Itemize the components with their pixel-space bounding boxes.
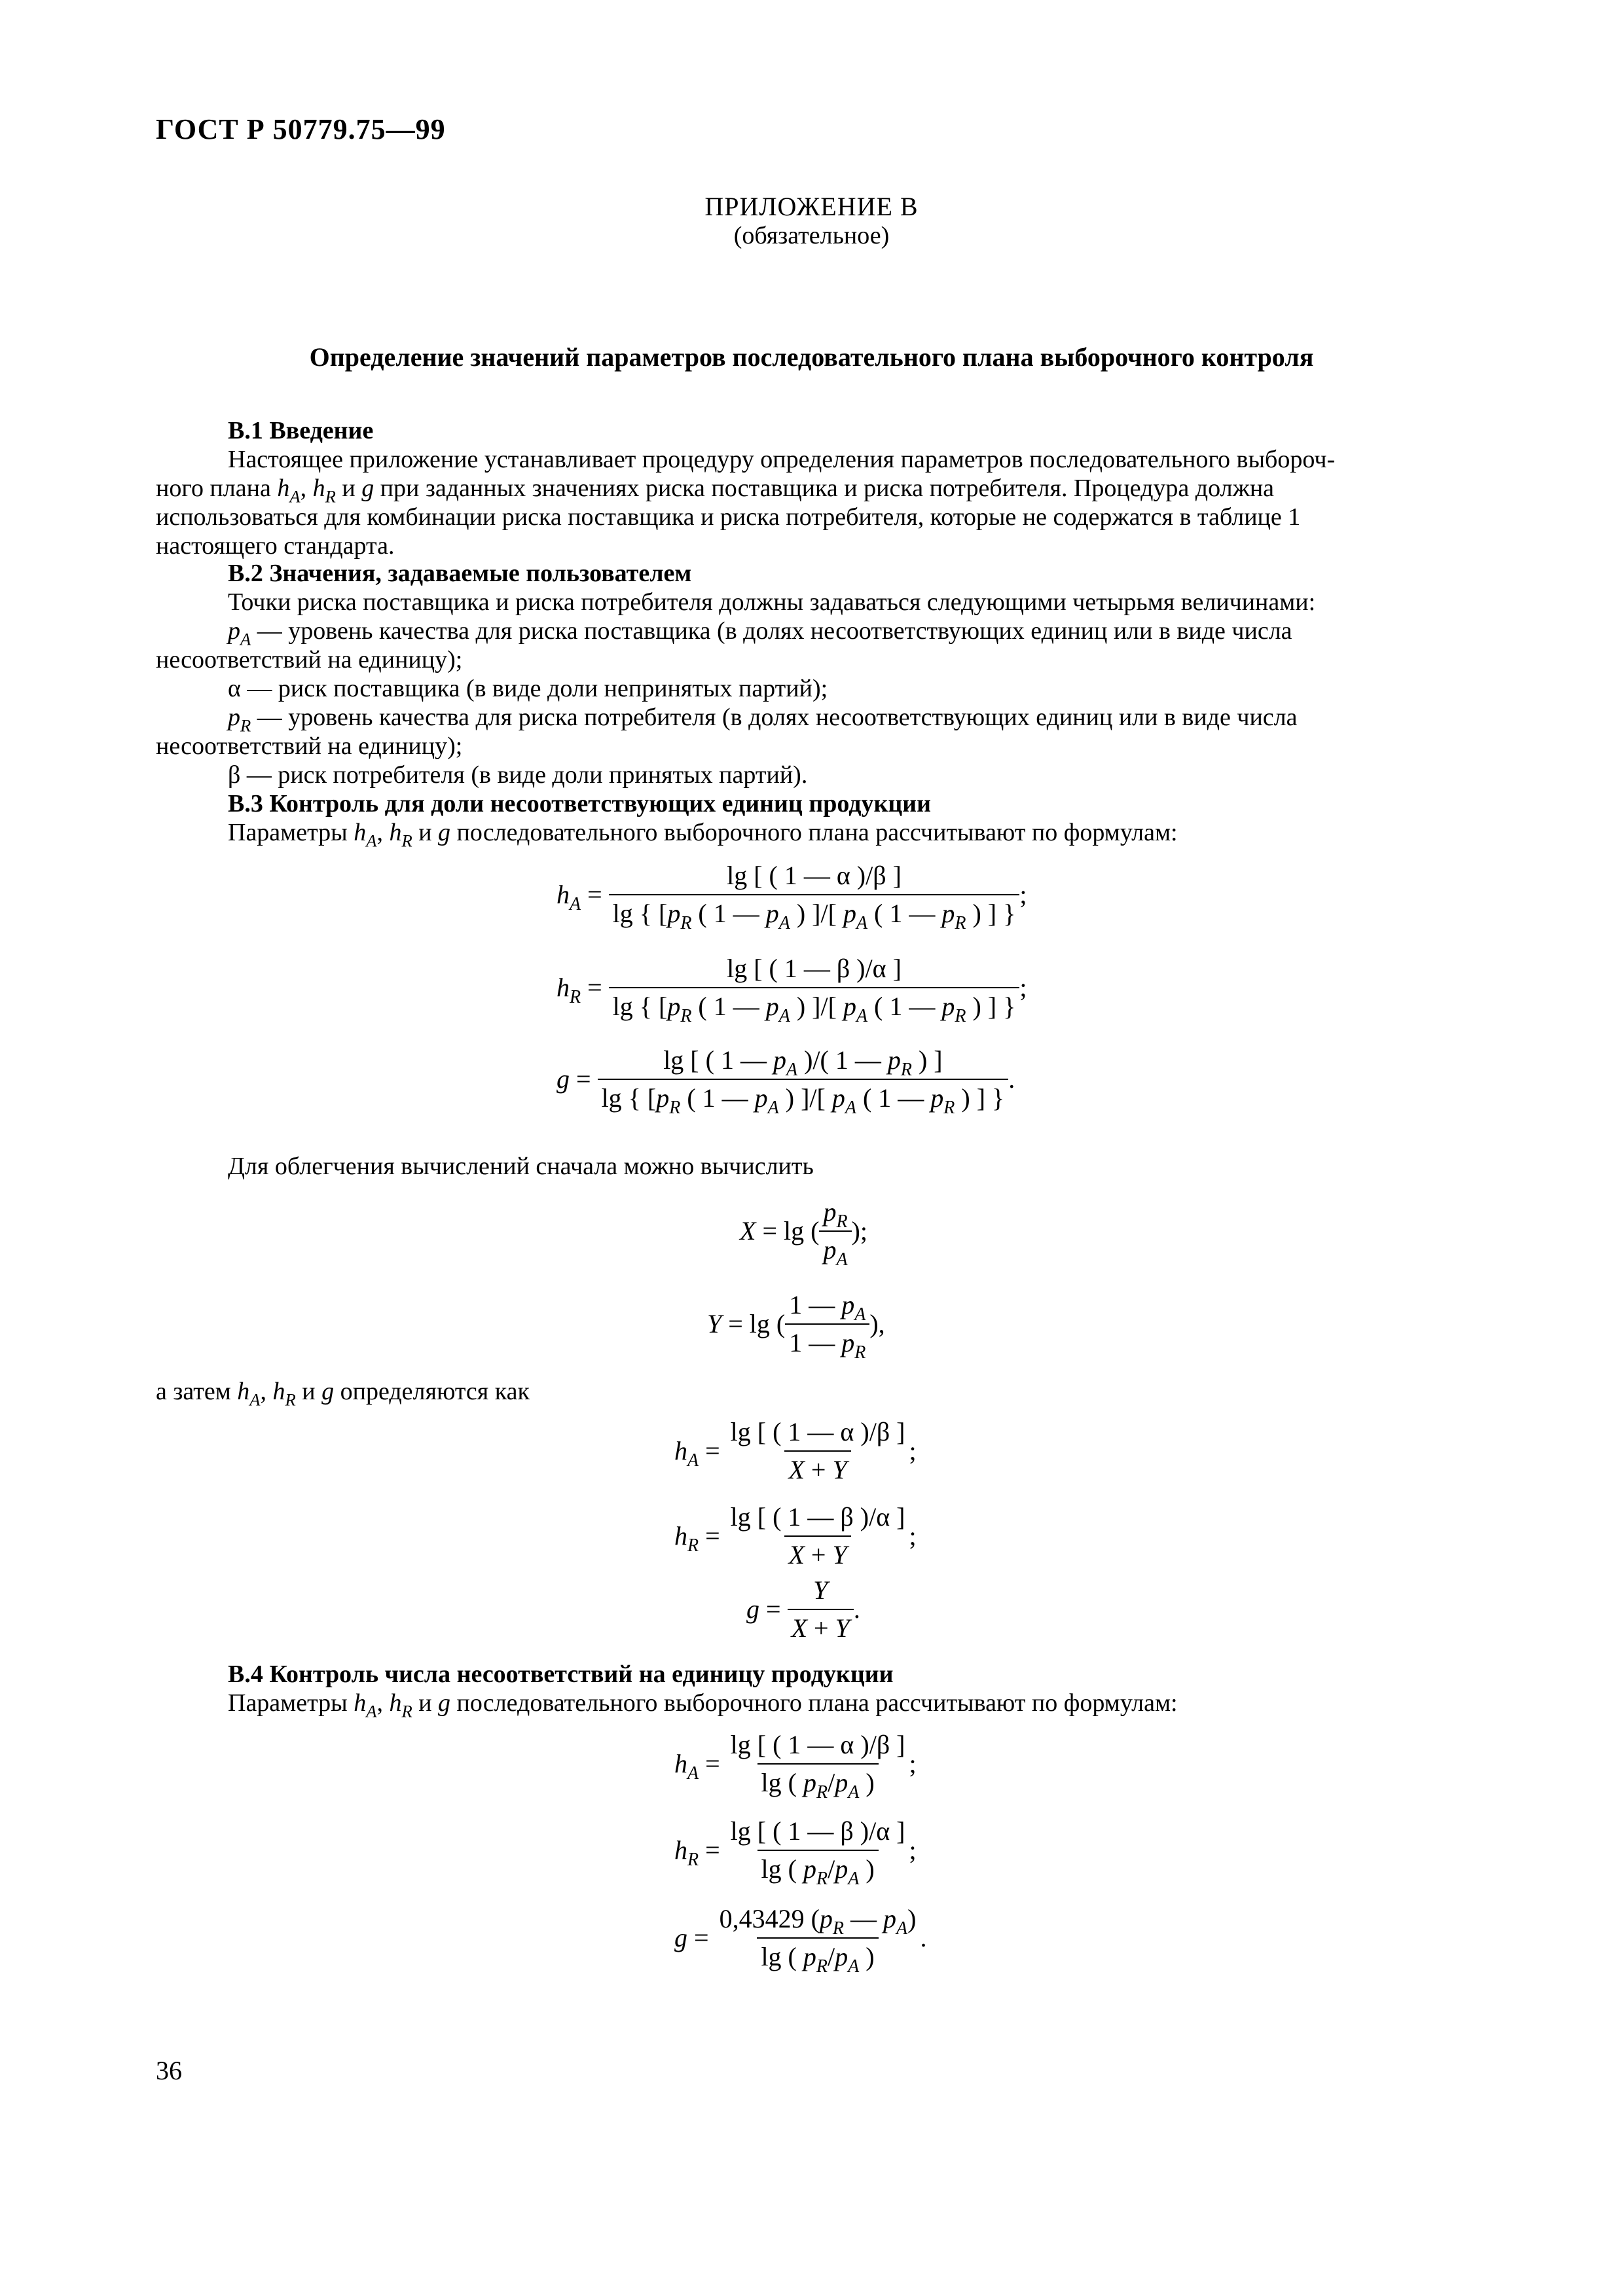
- section-b1-text: [156, 445, 1465, 560]
- formula-g-3: g = $\frac{0,43429 (p_R — p_A)}{\lg ( p_R/p_A )}$ .: [674, 1904, 927, 1977]
- b2-pa: $p_A$ — уровень качества для риска поставщика (в долях несоответствующих единиц или в виде числа: [228, 617, 1292, 649]
- b1-line-2: ного плана $h_A$, $h_R$ и g при заданных значениях риска поставщика и риска потребителя. Процедура должна: [156, 475, 1275, 507]
- section-b1-heading: В.1 Введение: [228, 417, 374, 444]
- formula-ha-1: $h_A$ = $\frac{\lg [ ( 1 — \alpha )/\beta ]}{\lg \{ [p_R ( 1 — p_A ) ]/[ p_A ( 1 — p_R ) ] \}}$ ;: [556, 861, 1027, 933]
- b2-alpha: α — риск поставщика (в виде доли непринятых партий);: [228, 675, 828, 702]
- b1-line-1: Настоящее приложение устанавливает процедуру определения параметров последовательного выбороч-: [228, 446, 1336, 473]
- b2-pr-cont: несоответствий на единицу);: [156, 732, 463, 760]
- document-title: Определение значений параметров последовательного плана выборочного контроля: [309, 342, 1314, 372]
- b2-pa-cont: несоответствий на единицу);: [156, 646, 463, 673]
- formula-hr-2: $h_R$ = $\frac{\lg [ ( 1 — \beta )/\alpha ]}{X + Y}$ ;: [674, 1502, 917, 1570]
- b2-pr: $p_R$ — уровень качества для риска потребителя (в долях несоответствующих единиц или в виде числа: [228, 704, 1298, 736]
- formula-ha-2: $h_A$ = $\frac{\lg [ ( 1 — \alpha )/\beta ]}{X + Y}$ ;: [674, 1417, 917, 1484]
- formula-y: Y = lg ( $\frac{1 — p_A}{1 — p_R}$ ),: [707, 1290, 885, 1363]
- b3-then-line: а затем $h_A$, $h_R$ и g определяются как: [156, 1378, 530, 1410]
- document-header: ГОСТ Р 50779.75—99: [156, 113, 446, 145]
- formula-hr-3: $h_R$ = $\frac{\lg [ ( 1 — \beta )/\alpha ]}{\lg ( p_R/p_A )}$ ;: [674, 1816, 917, 1889]
- formula-g-2: g = $\frac{Y}{X + Y}$ .: [746, 1575, 860, 1643]
- b3-ease-line: Для облегчения вычислений сначала можно вычислить: [228, 1153, 814, 1180]
- formula-hr-1: $h_R$ = $\frac{\lg [ ( 1 — \beta )/\alpha ]}{\lg \{ [p_R ( 1 — p_A ) ]/[ p_A ( 1 — p_R ) ] \}}$ ;: [556, 954, 1027, 1026]
- formula-x: X = lg ( $\frac{p_R}{p_A}$ );: [740, 1197, 867, 1270]
- section-b2-text: [156, 588, 1465, 789]
- formula-g-1: g = $\frac{\lg [ ( 1 — p_A )/( 1 — p_R ) ]}{\lg \{ [p_R ( 1 — p_A ) ]/[ p_A ( 1 — p_R ) ] \}}$ .: [556, 1045, 1015, 1118]
- page-number: 36: [156, 2056, 182, 2085]
- formula-ha-3: $h_A$ = $\frac{\lg [ ( 1 — \alpha )/\beta ]}{\lg ( p_R/p_A )}$ ;: [674, 1730, 917, 1803]
- b2-beta: β — риск потребителя (в виде доли принятых партий).: [228, 761, 808, 789]
- annex-subtitle: (обязательное): [733, 222, 890, 249]
- b3-params-line: Параметры $h_A$, $h_R$ и g последовательного выборочного плана рассчитывают по формулам:: [228, 819, 1178, 851]
- b4-params-line: Параметры $h_A$, $h_R$ и g последовательного выборочного плана рассчитывают по формулам:: [228, 1689, 1178, 1721]
- section-b3-heading: В.3 Контроль для доли несоответствующих единиц продукции: [228, 790, 932, 817]
- annex-title: ПРИЛОЖЕНИЕ В: [704, 192, 919, 221]
- b2-intro: Точки риска поставщика и риска потребителя должны задаваться следующими четырьмя величинами:: [228, 588, 1316, 616]
- section-b4-heading: В.4 Контроль числа несоответствий на единицу продукции: [228, 1660, 894, 1688]
- b1-line-4: настоящего стандарта.: [156, 532, 395, 560]
- section-b2-heading: В.2 Значения, задаваемые пользователем: [228, 560, 692, 587]
- b1-line-3: использоваться для комбинации риска поставщика и риска потребителя, которые не содержатся в таблице 1: [156, 503, 1301, 531]
